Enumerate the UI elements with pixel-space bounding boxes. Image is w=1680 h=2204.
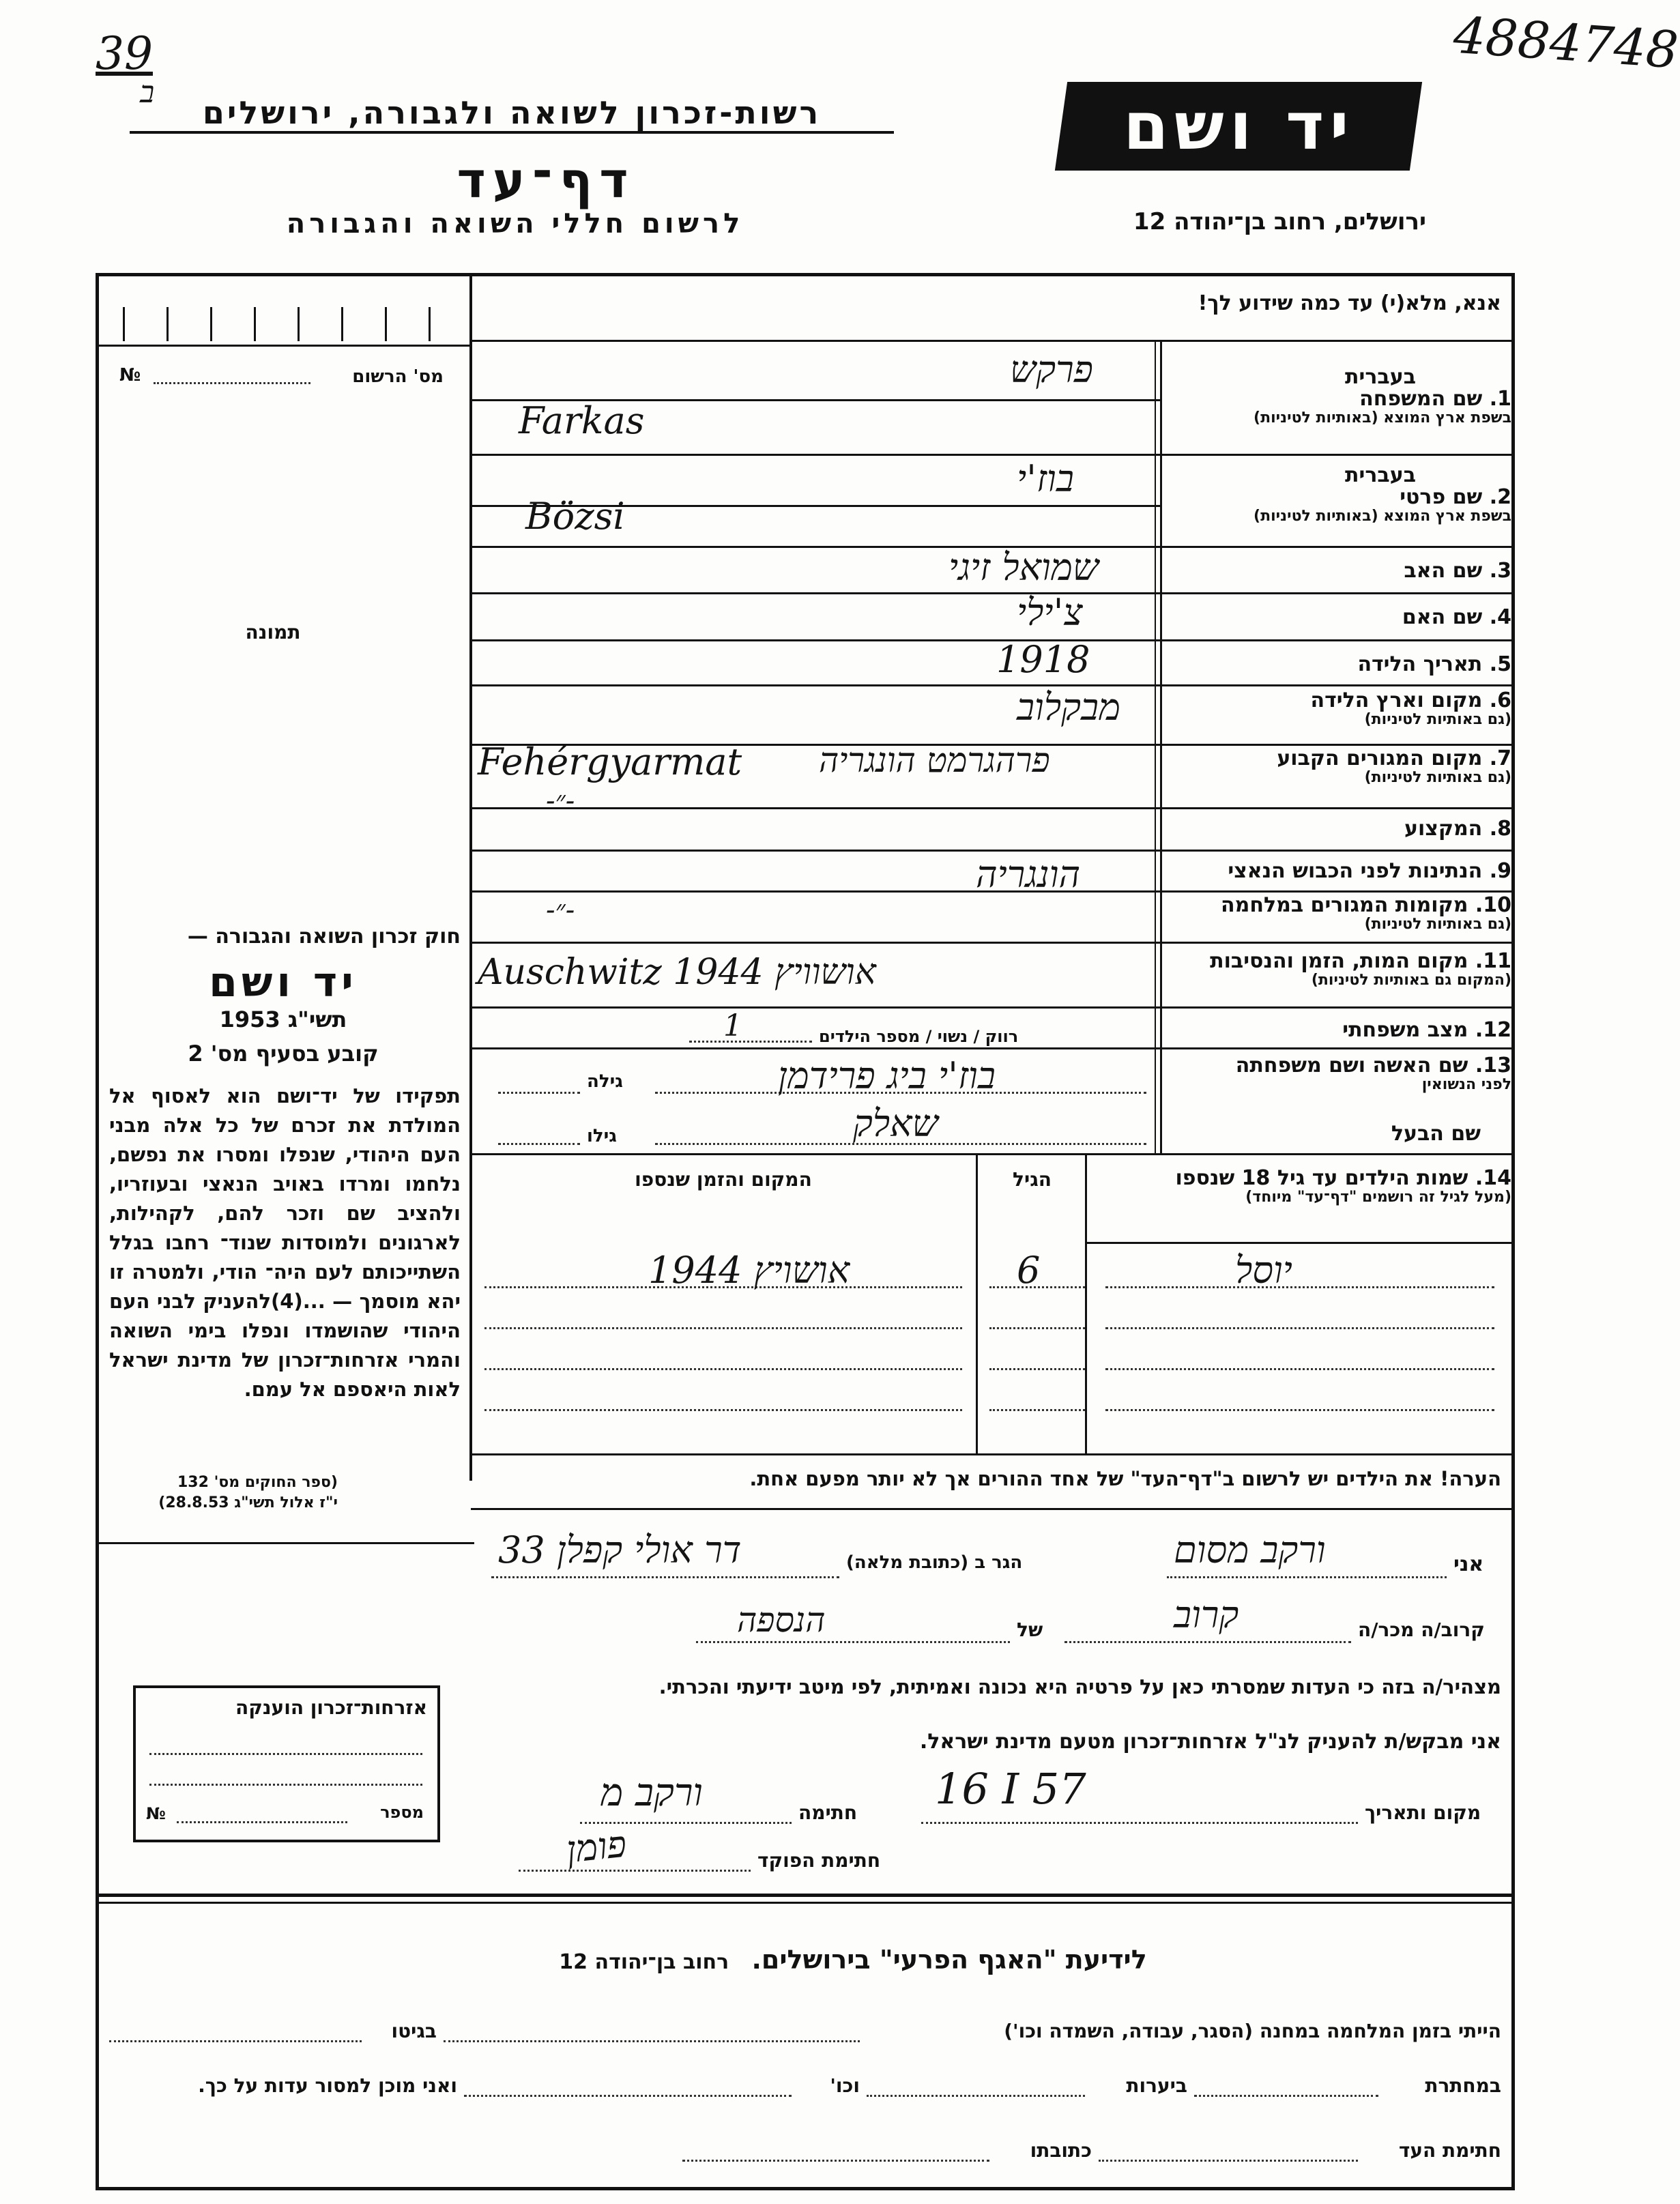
label-children [1175, 1167, 1511, 1206]
label-residence [1277, 747, 1511, 786]
value-place-date: 16 I 57 [935, 1764, 1086, 1814]
label-wife-name-text: 13. שם האשה ושם משפחתה [1235, 1054, 1511, 1077]
value-birth-place: מבקלוב [1017, 686, 1121, 729]
label-wife-name [1236, 1054, 1511, 1093]
value-birth-date: 1918 [996, 638, 1090, 681]
law-year: תשי"ג 1953 [219, 1006, 347, 1032]
declaration-relative: קרוב/ה מכר/ה [1358, 1619, 1485, 1641]
children-table-rows [478, 1286, 1508, 1443]
value-wartime-ditto: -״- [546, 895, 575, 926]
value-first-name-he: בוז'י [1017, 457, 1074, 500]
label-wartime-residence-text: 10. מקומות המגורים במלחמה [1221, 893, 1511, 917]
footer-line3-address: כתובתו [1030, 2139, 1092, 2162]
value-children-count: 1 [723, 1009, 742, 1043]
registration-label: מס' הרשום [352, 366, 444, 387]
hebrew-label-2: בעברית [1345, 463, 1416, 487]
husband-age-label: גילו [587, 1126, 617, 1146]
label-death [1210, 950, 1511, 989]
label-children-sub: (מעל לגיל זה רושמים "דף־עד" מיוחד) [1245, 1189, 1511, 1206]
value-mother: צ'ילי [1017, 591, 1083, 634]
label-birth-place [1311, 689, 1511, 728]
label-residence-text: 7. מקום המגורים הקבוע [1277, 746, 1511, 770]
col-age-header: הגיל [1013, 1168, 1052, 1191]
footer-heading [478, 1945, 1228, 1975]
record-number: 4884748 [1451, 5, 1680, 81]
authority-name: רשות-זכרון לשואה ולגבורה, ירושלים [130, 94, 894, 134]
citizenship-box-no: № [146, 1804, 166, 1823]
label-father: 3. שם האב [1404, 559, 1511, 583]
label-birth-place-sub: (גם באותיות לטיניות) [1364, 711, 1511, 728]
value-official-signature: פומן [564, 1822, 628, 1872]
value-address: דר אולי קפלן 33 [498, 1528, 742, 1571]
label-birth-place-text: 6. מקום וארץ הלידה [1310, 688, 1511, 712]
value-relation: קרוב [1174, 1593, 1239, 1636]
logo-text: יד ושם [1123, 88, 1355, 164]
value-residence-ditto: -״- [546, 785, 575, 817]
value-child-age: 6 [1017, 1249, 1041, 1292]
value-family-name-latin: Farkas [519, 399, 645, 442]
label-marital-status: 12. מצב משפחתי [1342, 1018, 1511, 1042]
instruction: אנא, מלא(י) עד כמה שידוע לך! [1198, 291, 1501, 315]
label-citizenship: 9. הנתינות לפני הכבוש הנאצי [1228, 859, 1511, 883]
label-birth-date: 5. תאריך הלידה [1357, 652, 1511, 676]
folio-number-bottom: ב [140, 75, 155, 110]
label-first-name [1254, 486, 1511, 525]
label-husband: שם הבעל [1391, 1122, 1481, 1146]
label-wartime-residence-sub: (גם באותיות לטיניות) [1364, 916, 1511, 933]
law-date: י"ז אלול תשי"ג 28.8.53) [158, 1494, 338, 1511]
value-father: שמואל זיגי [948, 546, 1099, 589]
official-signature-label: חתימת הפוקד [757, 1849, 881, 1872]
label-death-text: 11. מקום המות, הזמן והנסיבות [1210, 949, 1511, 973]
declaration-request: אני מבקש/ת להעניק לנ"ל אזרחות־זכרון מטעם מדינת ישראל. [919, 1730, 1501, 1754]
footer-heading-text: לידיעת "האגף הפרעי" בירושלים. [751, 1945, 1147, 1975]
footer-line1-camp: הייתי בזמן המלחמה במחנה (הסגר, עבודה, השמדה וכו') [1004, 2020, 1501, 2042]
label-mother: 4. שם האם [1402, 605, 1511, 629]
marital-status-options: רווק / נשוי / מספר הילדים [819, 1027, 1019, 1046]
value-first-name-latin: Bözsi [525, 495, 625, 538]
label-first-name-sub: בשפת ארץ המוצא (באותיות לטיניות) [1254, 508, 1511, 525]
footer-line3-witness: חתימת העד [1398, 2139, 1501, 2162]
label-first-name-text: 2. שם פרטי [1400, 485, 1511, 509]
place-date-label: מקום ותאריך [1365, 1801, 1481, 1824]
photo-label: תמונה [245, 621, 301, 643]
wife-age-label: גילה [587, 1071, 623, 1092]
value-death: Auschwitz 1944 אושוויץ [478, 952, 876, 993]
citizenship-box-title: אזרחות־זכרון הוענקה [235, 1696, 427, 1719]
value-child-name: יוסל [1235, 1249, 1292, 1292]
footer-line1-ghetto: בגיטו [391, 2020, 437, 2042]
value-of-name: הנספה [737, 1600, 826, 1640]
value-husband: שאלק [853, 1102, 938, 1145]
children-note: הערה! את הילדים יש לרשום ב"דף־העד" של אחד ההורים אך לא יותר מפעם אחת. [749, 1467, 1501, 1490]
label-wife-name-sub: לפני הנשואין [1421, 1076, 1511, 1093]
declaration-resides: הגר ב (כתובת מלאה) [846, 1552, 1023, 1573]
law-name: יד ושם [209, 959, 358, 1006]
citizenship-box [133, 1685, 440, 1842]
label-family-name-sub: בשפת ארץ המוצא (באותיות לטיניות) [1254, 409, 1511, 426]
law-text: תפקידו של יד־ושם הוא לאסוף אל המולדת את זכרם של כל אלה מבני העם היהודי, שנפלו ומסרו את נפשם, נלחמו ומרדו באויב הנאצי ובעוזריו, ולהציב שם וזכר להם, לקהילות, לארגונים ולמוסדות שנוד־ רחבו בגלל השתייכותם לעם היה־ הודי, ולמטרה זו יהא מוסמך — ...(4)להעניק לבני העם היהודי שהושמדו ונפלו בימי השואה והמרי אזרחות־זכרון של מדינת ישראל לאות היאספם אל עמם. [109, 1084, 461, 1401]
form-subtitle: לרשום חללי השואה והגבורה [286, 208, 744, 240]
folio-number-top: 39 [96, 27, 153, 80]
yad-vashem-logo [1055, 82, 1422, 171]
declaration-statement: מצהיר/ה בזה כי העדות שמסרתי כאן על פרטיה היא נכונה ואמיתית, לפי מיטב ידיעתי והכרתי. [658, 1675, 1501, 1698]
value-residence-he: פרהגרמט הונגריה [819, 740, 1050, 780]
footer-line2-underground: במחתרת [1425, 2074, 1501, 2097]
value-declarant: ורקב מסום [1174, 1528, 1326, 1571]
law-clause: קובע בסעיף מס' 2 [188, 1041, 379, 1067]
signature-label: חתימה [798, 1801, 858, 1824]
law-source: (ספר החוקים מס' 132 [177, 1474, 338, 1491]
hebrew-label-1: בעברית [1345, 365, 1416, 389]
registration-no-mark: № [119, 365, 141, 386]
value-signature: ורקב מ [600, 1771, 703, 1815]
citizenship-box-number: מספר [380, 1803, 424, 1822]
header-address: ירושלים, רחוב בן־יהודה 12 [1133, 208, 1426, 235]
form-title: דף־עד [457, 151, 635, 209]
footer-line2-ready: ואני מוכן למסור עדות על כך. [198, 2074, 457, 2097]
col-place-time-header: המקום והזמן שנספו [635, 1168, 812, 1191]
law-title: חוק זכרון השואה והגבורה — [187, 925, 461, 948]
label-family-name [1254, 388, 1511, 426]
value-citizenship: הונגריה [976, 853, 1081, 896]
label-residence-sub: (גם באותיות לטיניות) [1364, 769, 1511, 786]
value-child-place-time: 1944 אושויץ [648, 1249, 850, 1292]
label-children-text: 14. שמות הילדים עד גיל 18 שנספו [1175, 1166, 1511, 1190]
value-family-name-he: פרקש [1010, 348, 1093, 391]
label-death-sub: (המקום גם באותיות לטיניות) [1311, 972, 1511, 989]
footer-line2-etc: וכו' [830, 2074, 860, 2097]
label-profession: 8. המקצוע [1404, 817, 1511, 841]
footer-line2-forests: ביערות [1126, 2074, 1187, 2097]
label-wartime-residence [1221, 894, 1511, 933]
declaration-i: אני [1453, 1552, 1484, 1576]
footer-heading-addr: רחוב בן־יהודה 12 [559, 1950, 729, 1974]
label-family-name-text: 1. שם המשפחה [1359, 387, 1511, 411]
registration-ticks [123, 307, 437, 341]
value-wife-name: בוז'י ביג פרידמן [778, 1054, 996, 1097]
declaration-of: של [1017, 1619, 1043, 1641]
value-residence-latin: Fehérgyarmat [478, 740, 742, 783]
